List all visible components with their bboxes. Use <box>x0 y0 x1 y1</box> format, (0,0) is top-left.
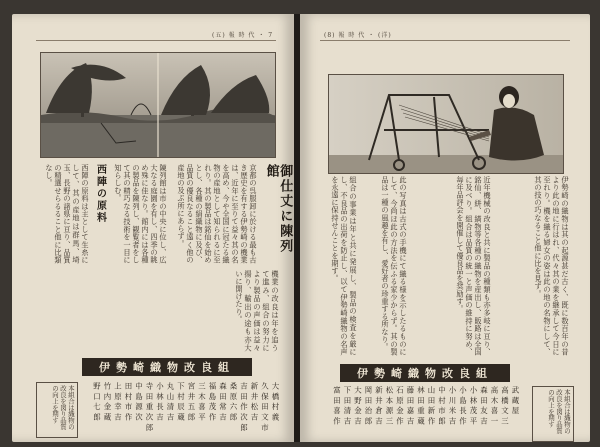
member-name: 小 島 長 作 <box>458 386 468 425</box>
right-paragraph-3: 此の写真は古式の手機にて織る様を示したるものにして、今尚ほ此の方法を伝ふる家少からず。其の製品は一種の風趣を有し、愛好者の珍重する所なり。 <box>381 176 408 356</box>
member-name: 吉 田 作 次 郎 <box>239 382 249 432</box>
right-banner: 伊勢崎織物改良組 <box>340 364 510 382</box>
left-notice-box: 本組合は織物の改良を図り品質の向上を期す <box>36 382 78 438</box>
left-paragraph-4: 機業の改良は年を追うて進み、組合の努力により製品の声価は益々揚り、輸出の途も亦大いに開けたり。 <box>235 270 280 352</box>
member-name: 寺 田 重 次 郎 <box>145 382 154 432</box>
member-name: 高 橋 文 三 <box>500 386 510 425</box>
member-name: 小 林 長 吉 <box>155 382 165 421</box>
member-name: 大 橋 村 義 <box>271 382 280 421</box>
member-name: 森 田 常 吉 <box>218 382 228 421</box>
member-name: 竹 内 金 蔵 <box>103 382 112 421</box>
member-name: 森 田 友 吉 <box>479 386 489 425</box>
weaver-photo <box>328 74 564 174</box>
member-name: 小 川 米 吉 <box>448 386 457 425</box>
right-notice-box: 本組合は織物の改良を図り品質の向上を期す <box>532 386 574 442</box>
member-name: 福 島 茂 作 <box>208 382 217 421</box>
member-name: 林 田 重 蔵 <box>416 386 426 425</box>
member-name: 富 田 喜 作 <box>332 386 342 425</box>
member-name: 石 原 金 作 <box>395 386 405 425</box>
member-name: 野 口 七 郎 <box>92 382 102 421</box>
right-paragraph-1: 伊勢崎の織物は其の起源甚だ古く、既に数百年の昔より此の地に行はれ、代々其の業を継承して今日に至れり。機を織る婦女の姿は此の地の名物にして、其の技の巧なること他に比を見ず。 <box>534 176 570 356</box>
member-name: 下 田 清 吉 <box>343 386 352 425</box>
member-name: 上 原 幸 吉 <box>113 382 123 421</box>
left-page <box>12 14 294 442</box>
member-name: 丸 山 清 吉 <box>166 382 175 421</box>
member-name: 中 村 市 郎 <box>437 386 447 425</box>
member-name: 三 木 喜 平 <box>197 382 207 421</box>
left-title-main: 御仕丈に陳列館 <box>263 164 293 254</box>
left-member-list <box>84 382 280 438</box>
garden-photo <box>40 52 276 158</box>
member-name: 下 村 辰 蔵 <box>176 382 186 421</box>
right-page <box>300 14 590 442</box>
member-name: 松 本 源 三 <box>385 386 394 425</box>
member-name: 大 野 金 吉 <box>353 386 363 425</box>
left-page-header: (五) 報 時 代 ・ 7 <box>212 32 274 39</box>
left-paragraph-2: 陳列館は市の中央に位し、広大なる庭園を有し、四季の眺め殊に佳なり。館内には各種の製品を陳列し、観覧者をして其の精巧なる技術を一目に知らしむ。 <box>114 164 168 264</box>
left-title-sub: 西陣の原料 <box>94 164 106 224</box>
left-paragraph-3: 西陣の原料は主として生糸にして、其の産地は群馬、埼玉、長野の諸県に亘り、品質の精選せらるること他に比類なし。 <box>45 164 90 264</box>
right-paragraph-2: 近年機械の改良と共に製品の種類も亦多岐に亘り、銘仙、絣、縞物等各種の織物を産出し、販路は全国に及べり。組合は品質の統一と声価の維持に努め、毎年品評会を開催して優良品を奨励す。 <box>456 176 492 356</box>
left-header-rule <box>36 40 276 41</box>
right-paragraph-4: 組合の事業は年と共に発展し、製品の検査を厳にし、不良品の出荷を防止し、以て伊勢崎織物の名声を永遠に保持せんことを期す。 <box>331 176 358 356</box>
member-name: 宮 井 五 郎 <box>187 382 196 421</box>
member-name: 新 井 倉 吉 <box>374 386 384 425</box>
left-banner: 伊勢崎織物改良組 <box>82 358 252 376</box>
member-name: 高 木 喜 一 <box>490 386 499 425</box>
right-header-rule <box>320 40 570 41</box>
member-name: 岡 田 治 郎 <box>364 386 373 425</box>
left-paragraph-1: 京都の呉服卸に於ける最も古き歴史を有する伊勢崎の機業は、近年に至りて益々其の名を高め、今や全国に冠たる織物の産地として知られるに至れり。其の製品は銘仙を始めとし、各種の絹織物に及び、品質の優良なること遠く他の産地の及ぶ所にあらず。 <box>177 164 258 264</box>
member-name: 桑 原 六 郎 <box>229 382 238 421</box>
member-name: 新 井 松 吉 <box>250 382 259 421</box>
member-name: 藤 田 嘉 吉 <box>406 386 415 425</box>
member-name: 山 田 新 作 <box>427 386 436 425</box>
member-name: 田 村 市 作 <box>124 382 133 421</box>
member-name: 小 林 茂 平 <box>469 386 478 425</box>
right-page-header: (8) 報 時 代 ・ (洋) <box>324 32 392 39</box>
member-name: 武 蔵 屋 <box>511 386 520 415</box>
right-member-list <box>320 386 520 440</box>
member-name: 久 保 田 文 市 <box>260 382 270 432</box>
member-name: 中 島 源 次 <box>134 382 144 421</box>
